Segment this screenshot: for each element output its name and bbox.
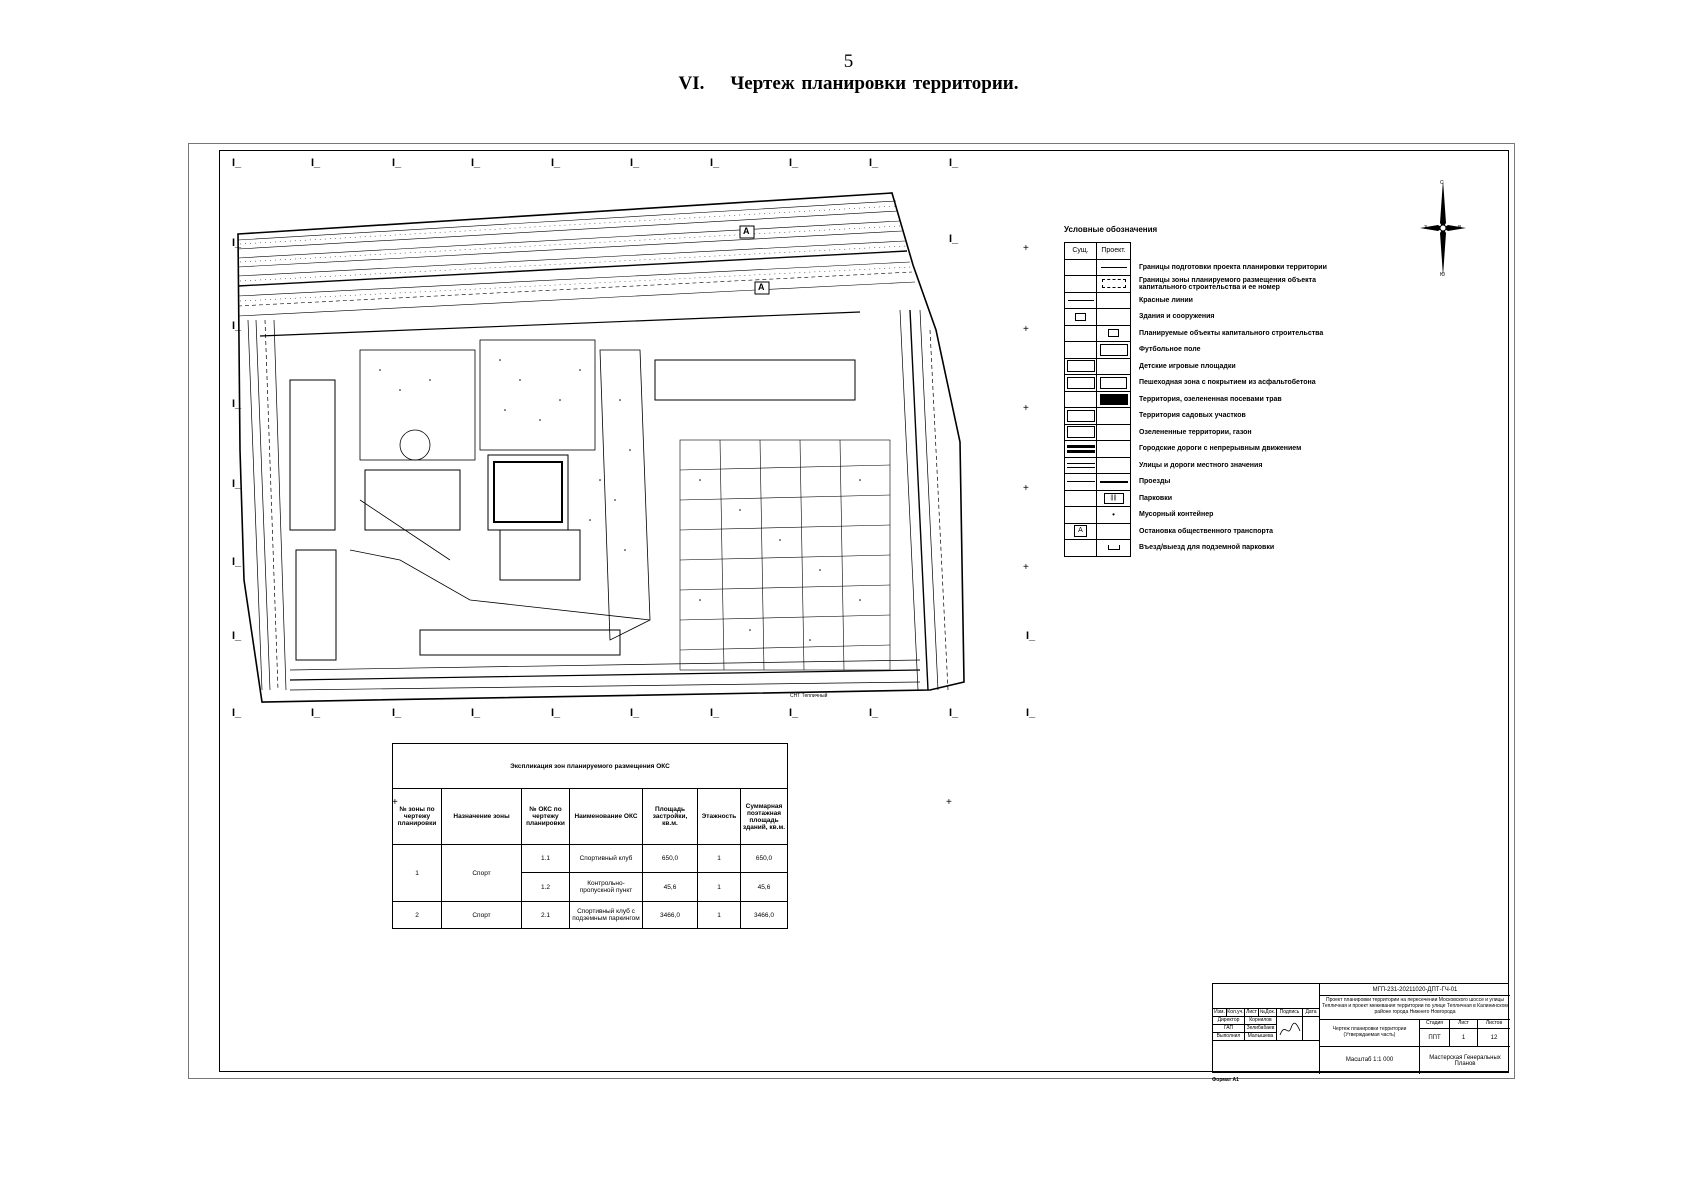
oks-header: Наименование ОКС <box>570 789 643 845</box>
compass-e: В <box>1458 225 1462 231</box>
oks-cell-zone: 2 <box>393 902 442 929</box>
oks-header: Назначение зоны <box>442 789 522 845</box>
stamp-name: Корнилов <box>1245 1017 1277 1025</box>
site-plan-drawing <box>230 180 990 720</box>
stamp-role: ГАП <box>1213 1025 1245 1033</box>
legend-item: Озелененные территории, газон <box>1139 428 1252 436</box>
oks-cell-total: 3466,0 <box>741 902 788 929</box>
oks-cell-total: 45,6 <box>741 873 788 902</box>
legend-item: Красные линии <box>1139 296 1193 304</box>
legend-item: Мусорный контейнер <box>1139 511 1214 519</box>
oks-explication-table <box>392 743 788 929</box>
stamp-sheets-label: Листов <box>1478 1020 1510 1029</box>
oks-cell-purpose: Спорт <box>442 845 522 902</box>
bus-stop-marker-2: А <box>758 282 765 292</box>
oks-cell-area: 650,0 <box>643 845 698 873</box>
compass-n: С <box>1440 180 1444 186</box>
oks-cell-floors: 1 <box>698 845 741 873</box>
legend-item: Улицы и дороги местного значения <box>1139 461 1263 469</box>
page-number: 5 <box>843 51 854 72</box>
legend-item: Территория садовых участков <box>1139 412 1246 420</box>
legend-item: Детские игровые площадки <box>1139 362 1236 370</box>
oks-cell-name: Спортивный клуб с подземным паркингом <box>570 902 643 929</box>
legend-title: Условные обозначения <box>1064 225 1158 234</box>
format-label: Формат А1 <box>1212 1077 1239 1083</box>
oks-cell-total: 650,0 <box>741 845 788 873</box>
oks-cell-no: 2.1 <box>522 902 570 929</box>
stamp-sheet: 1 <box>1450 1029 1478 1047</box>
stamp-col-izm: Изм. <box>1213 1009 1227 1017</box>
stamp-code: МГП-231-20211020-ДПТ-ГЧ-01 <box>1320 984 1510 996</box>
legend-col-proekt: Проект. <box>1097 243 1131 260</box>
legend-item: Планируемые объекты капитального строительства <box>1139 329 1324 337</box>
oks-table-title: Экспликация зон планируемого размещения ОКС <box>393 744 788 789</box>
table-row <box>393 902 788 929</box>
stamp-stage-label: Стадия <box>1420 1020 1450 1029</box>
legend-item: Въезд/выезд для подземной парковки <box>1139 544 1275 552</box>
oks-cell-floors: 1 <box>698 873 741 902</box>
stamp-sheet-label: Лист <box>1450 1020 1478 1029</box>
compass-s: Ю <box>1440 272 1446 278</box>
title-block <box>1212 983 1509 1073</box>
section-title-text: Чертеж планировки территории. <box>730 73 1019 94</box>
stamp-col-podp: Подпись <box>1277 1009 1303 1017</box>
oks-cell-no: 1.1 <box>522 845 570 873</box>
legend-item: Границы подготовки проекта планировки территории <box>1139 263 1327 271</box>
oks-header: № зоны по чертежу планировки <box>393 789 442 845</box>
oks-cell-floors: 1 <box>698 902 741 929</box>
oks-cell-name: Контрольно-пропускной пункт <box>570 873 643 902</box>
oks-header: № ОКС по чертежу планировки <box>522 789 570 845</box>
stamp-stage: ППТ <box>1420 1029 1450 1047</box>
legend-item: Парковки <box>1139 494 1172 502</box>
legend-bus-stop-icon: А <box>1074 525 1087 537</box>
legend-item: Проезды <box>1139 478 1171 486</box>
stamp-org: Мастерская Генеральных Планов <box>1429 1055 1501 1067</box>
stamp-role: Выполнил <box>1213 1033 1245 1041</box>
oks-cell-area: 3466,0 <box>643 902 698 929</box>
stamp-project: Проект планировки территории на пересечении Московского шоссе и улицы Тепличная и проект межевания территории по улице Тепличная в Калининском районе города Нижнего Новгорода <box>1320 996 1510 1020</box>
stamp-col-list: Лист <box>1245 1009 1259 1017</box>
oks-header: Площадь застройки, кв.м. <box>643 789 698 845</box>
oks-cell-zone: 1 <box>393 845 442 902</box>
stamp-scale: Масштаб 1:1 000 <box>1320 1047 1420 1074</box>
bus-stop-marker-1: А <box>743 226 750 236</box>
stamp-sheets: 12 <box>1478 1029 1510 1047</box>
legend-item: Пешеходная зона с покрытием из асфальтобетона <box>1139 379 1316 387</box>
table-row <box>393 845 788 873</box>
stamp-name: Малышева <box>1245 1033 1277 1041</box>
signature-icon <box>1279 1020 1301 1038</box>
legend-col-sush: Сущ. <box>1065 243 1097 260</box>
oks-cell-purpose: Спорт <box>442 902 522 929</box>
stamp-role: Директор <box>1213 1017 1245 1025</box>
snt-label: СНТ Тепличный <box>790 693 828 699</box>
stamp-sheet-name: Чертеж планировки территории (Утверждаемая часть) <box>1320 1020 1420 1047</box>
oks-cell-name: Спортивный клуб <box>570 845 643 873</box>
section-number: VI. <box>678 73 705 94</box>
oks-header: Суммарная поэтажная площадь зданий, кв.м. <box>741 789 788 845</box>
legend-item: Футбольное поле <box>1139 346 1201 354</box>
legend-item: Границы зоны планируемого размещения объекта капитального строительства и ее номер <box>1139 276 1316 291</box>
oks-cell-area: 45,6 <box>643 873 698 902</box>
stamp-name: Зелибабаев <box>1245 1025 1277 1033</box>
legend-item: Здания и сооружения <box>1139 313 1215 321</box>
legend-item: Городские дороги с непрерывным движением <box>1139 445 1302 453</box>
legend-item: Территория, озелененная посевами трав <box>1139 395 1282 403</box>
stamp-col-kol: Кол.уч. <box>1227 1009 1244 1015</box>
legend-item: Остановка общественного транспорта <box>1139 527 1274 535</box>
compass-w: З <box>1424 225 1428 231</box>
oks-cell-no: 1.2 <box>522 873 570 902</box>
section-title <box>0 73 1697 95</box>
stamp-col-ndok: №Док. <box>1259 1009 1276 1015</box>
legend-table: Сущ. Проект. Границы подготовки проекта планировки территории Границы зоны планируемого размещения объекта капитального строительства и ее номер Красные линии Здания и сооружения Планируемые объекты капитального строительства Футбольное поле Детские игровые площадки Пешеходная зона с покрытием из асфальтобетона Территория, озелененная посевами трав Территория садовых участков Озелененные территории, газон Городские дороги с непрерывным движением Улицы и дороги местного значения Проезды |||| Парковки • Мусорный контейнер А Остановка общественного транспорта Въезд/выезд для подземной парковки <box>1064 242 1328 557</box>
oks-header: Этажность <box>698 789 741 845</box>
stamp-col-data: Дата <box>1303 1009 1320 1017</box>
